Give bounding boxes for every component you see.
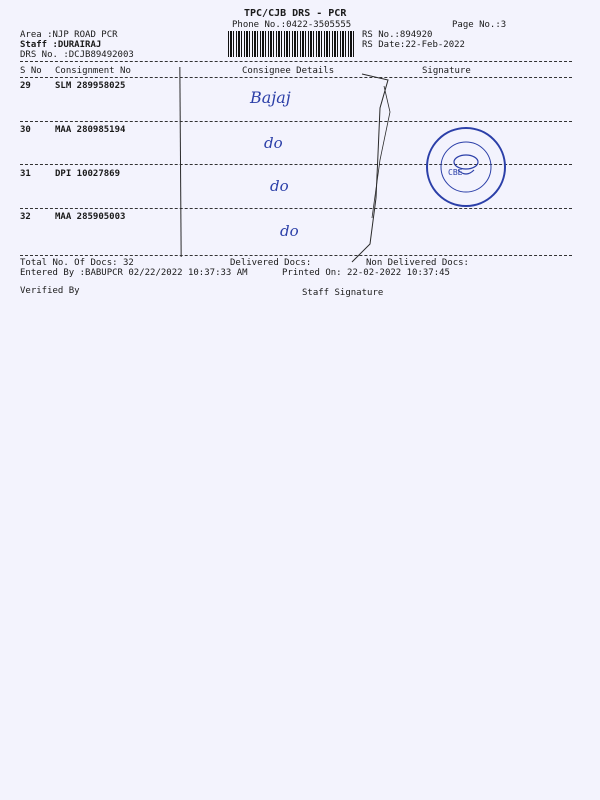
handwritten-consignee: do xyxy=(270,177,289,195)
handwritten-consignee: do xyxy=(280,222,299,240)
rs-number: RS No.:894920 xyxy=(362,30,433,40)
column-header-consignment: Consignment No xyxy=(55,66,131,76)
row-consignment: MAA 280985194 xyxy=(55,125,126,135)
column-header-sno: S No xyxy=(20,66,42,76)
non-delivered-docs: Non Delivered Docs: xyxy=(366,258,469,268)
row-sno: 31 xyxy=(20,169,31,179)
entered-by: Entered By :BABUPCR 02/22/2022 10:37:33 AM xyxy=(20,268,248,278)
document-title: TPC/CJB DRS - PCR xyxy=(244,8,347,19)
divider xyxy=(20,61,572,62)
signature-scribble xyxy=(340,68,410,264)
row-sno: 29 xyxy=(20,81,31,91)
row-consignment: MAA 285905003 xyxy=(55,212,126,222)
phone-number: Phone No.:0422-3505555 xyxy=(232,20,352,30)
handwritten-consignee: Bajaj xyxy=(250,88,291,107)
column-header-consignee: Consignee Details xyxy=(242,66,335,76)
barcode xyxy=(228,31,354,57)
row-sno: 32 xyxy=(20,212,31,222)
area-label: Area :NJP ROAD PCR xyxy=(20,30,118,40)
hand-drawn-line xyxy=(179,67,181,257)
verified-by: Verified By xyxy=(20,286,80,296)
stamp-city: CBE xyxy=(448,168,463,177)
staff-label: Staff :DURAIRAJ xyxy=(20,40,102,50)
rs-date: RS Date:22-Feb-2022 xyxy=(362,40,465,50)
page-number: Page No.:3 xyxy=(452,20,507,30)
divider xyxy=(20,255,572,256)
delivered-docs: Delivered Docs: xyxy=(230,258,312,268)
divider xyxy=(20,77,572,78)
staff-signature: Staff Signature xyxy=(302,288,384,298)
handwritten-consignee: do xyxy=(264,134,283,152)
row-consignment: DPI 10027869 xyxy=(55,169,121,179)
divider xyxy=(20,208,572,209)
column-header-signature: Signature xyxy=(422,66,471,76)
company-stamp xyxy=(425,126,507,208)
row-consignment: SLM 289958025 xyxy=(55,81,126,91)
row-sno: 30 xyxy=(20,125,31,135)
printed-on: Printed On: 22-02-2022 10:37:45 xyxy=(282,268,450,278)
drs-number: DRS No. :DCJB89492003 xyxy=(20,50,134,60)
divider xyxy=(20,121,572,122)
total-docs: Total No. Of Docs: 32 xyxy=(20,258,134,268)
